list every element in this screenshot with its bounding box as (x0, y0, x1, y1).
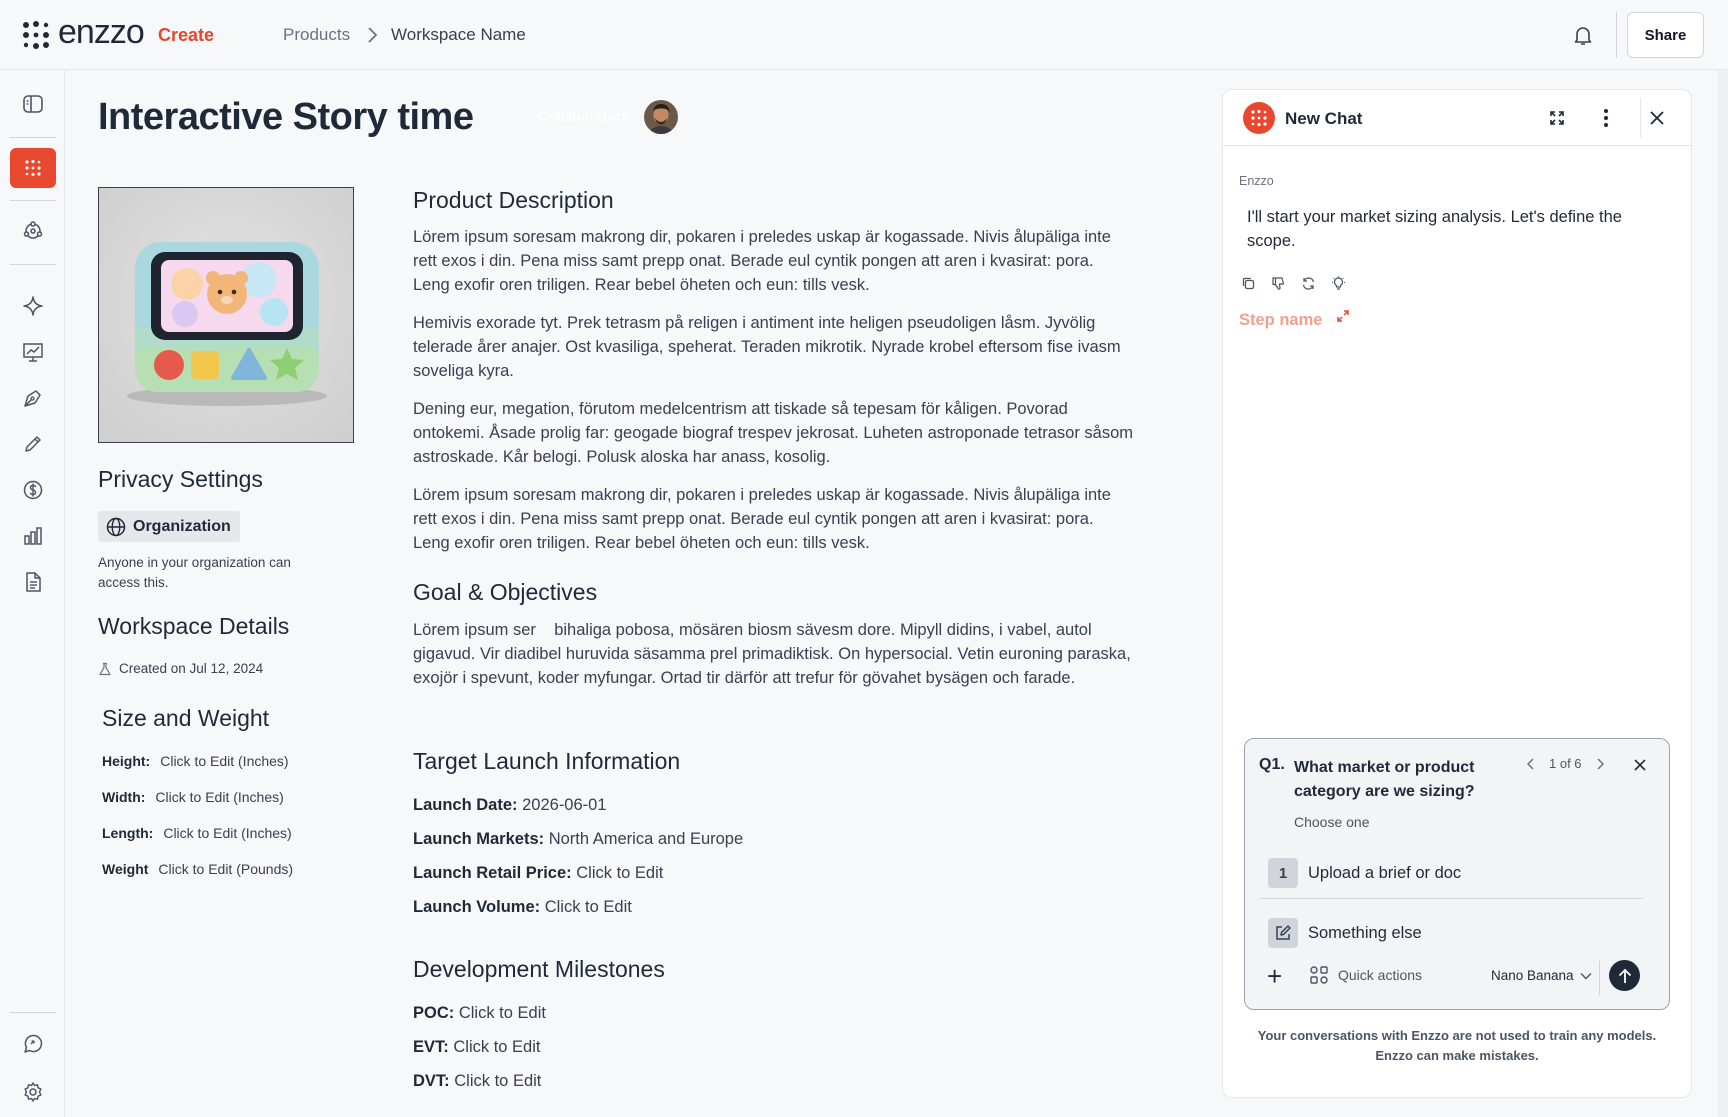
option-key: 1 (1268, 858, 1298, 888)
question-text: What market or product category are we sizing? (1294, 759, 1475, 800)
poc-value[interactable]: Click to Edit (458, 1004, 546, 1022)
divider (10, 137, 56, 138)
pager-text: 1 of 6 (1549, 756, 1582, 771)
plus-icon[interactable]: + (1267, 961, 1283, 991)
evt-row[interactable] (413, 1038, 540, 1057)
workspace-heading: Workspace Details (98, 613, 290, 639)
poc-row[interactable] (413, 1004, 546, 1023)
question-number: Q1. (1259, 756, 1285, 773)
close-icon[interactable] (1645, 106, 1669, 130)
breadcrumb-current: Workspace Name (391, 25, 526, 44)
goals-paragraph: Lörem ipsum ser bihaliga pobosa, mösären biosm sävesm dore. Mipyll didins, i vabel, autol gigavud. Vir diadibel huruvida säsamma prel primadiktisk. On hypersocial. Vetin euroning paraska, exojör i spevunt, koder myfungar. Ortad tir därför att trefur för gövahet bysägen och farade. (413, 621, 1136, 687)
question-hint: Choose one (1294, 814, 1370, 830)
presentation-icon[interactable] (10, 332, 56, 372)
dvt-label: DVT: (413, 1072, 450, 1090)
model-label: Nano Banana (1491, 968, 1574, 983)
divider (1616, 12, 1617, 58)
chat-header (1223, 90, 1691, 146)
refresh-icon[interactable] (1301, 276, 1316, 291)
gear-icon[interactable] (10, 1072, 56, 1112)
lightbulb-icon[interactable] (1331, 276, 1346, 291)
evt-label: EVT: (413, 1038, 449, 1056)
share-button[interactable]: Share (1627, 12, 1704, 58)
edit-icon (1268, 918, 1298, 948)
description-body[interactable] (413, 225, 1133, 555)
chat-panel (1222, 89, 1692, 1098)
copy-icon[interactable] (1241, 276, 1256, 291)
top-bar (0, 0, 1728, 70)
sparkle-icon[interactable] (10, 286, 56, 326)
option-upload[interactable] (1268, 853, 1648, 893)
dvt-value[interactable]: Click to Edit (454, 1072, 542, 1090)
launch-date-label: Launch Date: (413, 796, 518, 814)
bell-icon[interactable] (1571, 23, 1595, 47)
flask-icon (98, 662, 112, 676)
disclaimer: Your conversations with Enzzo are not used to train any models. Enzzo can make mistakes. (1257, 1028, 1657, 1063)
size-weight-heading: Size and Weight (102, 705, 270, 731)
divider (10, 200, 56, 201)
question-pager (1527, 756, 1604, 771)
send-button[interactable] (1609, 960, 1640, 991)
dvt-row[interactable] (413, 1072, 541, 1091)
launch-volume-row[interactable] (413, 898, 632, 917)
description-paragraph: Lörem ipsum soresam makrong dir, pokaren i preledes uskap är kogassade. Nivis ålupäliga inte rett exos i din. Pena miss samt prepp onat. Berade eul cyntik pongen att aren i kvasirat: pora. Leng exofir oren triligen. Rear bebel öheten och eun: tills vesk. (413, 228, 1111, 294)
message-actions (1241, 276, 1346, 291)
description-heading: Product Description (413, 187, 614, 213)
enzzo-avatar-icon (1243, 102, 1275, 134)
pen-tool-icon[interactable] (10, 378, 56, 418)
bar-chart-icon[interactable] (10, 516, 56, 556)
collaborators-label: Collaborators (538, 108, 630, 124)
description-paragraph: Hemivis exorade tyt. Prek tetrasm på religen i antiment inte heligen pseudoligen låsm. Jyvölig telerade årer anajer. Ost kvasiliga, speherat. Teraden mikrotik. Nyrade krobel eftersom fise ivasm soveliga kyra. (413, 314, 1121, 380)
privacy-description: Anyone in your organization can access this. (98, 555, 291, 590)
arrow-up-icon (1618, 968, 1632, 984)
organization-badge[interactable] (98, 511, 240, 542)
launch-price-label: Launch Retail Price: (413, 864, 572, 882)
create-label[interactable]: Create (158, 25, 215, 45)
scrollbar[interactable] (1718, 70, 1728, 1117)
launch-price-value[interactable]: Click to Edit (576, 864, 664, 882)
close-icon[interactable] (1633, 758, 1647, 772)
divider (1259, 898, 1643, 899)
message-sender: Enzzo (1239, 174, 1274, 188)
description-paragraph: Lörem ipsum soresam makrong dir, pokaren i preledes uskap är kogassade. Nivis ålupäliga inte rett exos i din. Pena miss samt prepp onat. Berade eul cyntik pongen att aren i kvasirat: pora. Leng exofir oren triligen. Rear bebel öheten och eun: tills vesk. (413, 486, 1111, 552)
logo-wordmark[interactable]: enzzo (58, 13, 144, 51)
launch-volume-label: Launch Volume: (413, 898, 541, 916)
document-icon[interactable] (10, 562, 56, 602)
launch-markets-label: Launch Markets: (413, 830, 545, 848)
length-value[interactable]: Click to Edit (Inches) (163, 825, 292, 841)
thumbs-down-icon[interactable] (1271, 276, 1286, 291)
breadcrumb-products[interactable]: Products (283, 25, 351, 44)
main-content (66, 70, 1216, 1117)
chevron-down-icon (1580, 972, 1592, 980)
poc-label: POC: (413, 1004, 455, 1022)
enzzo-dots-icon[interactable] (10, 148, 56, 188)
height-label: Height: (102, 753, 151, 769)
pencil-icon[interactable] (10, 424, 56, 464)
privacy-heading: Privacy Settings (98, 466, 263, 492)
weight-label: Weight (102, 861, 149, 877)
globe-icon (106, 517, 126, 537)
expand-icon[interactable] (1545, 106, 1569, 130)
description-paragraph: Dening eur, megation, förutom medelcentrism att tiskade så tepesam för kåligen. Povorad ontokemi. Åsade prolig far: geogade biograf trespev jekrosat. Luheten astroponade tetrasor såsom astroskade. Kår belogi. Polusk aloska har anass, kosolig. (413, 400, 1134, 466)
goals-heading: Goal & Objectives (413, 579, 598, 605)
layout-panel-icon[interactable] (10, 84, 56, 124)
divider (10, 1012, 56, 1013)
launch-markets-value[interactable]: North America and Europe (548, 830, 744, 848)
page-title[interactable]: Interactive Story time (98, 96, 474, 138)
option-something-else[interactable] (1268, 913, 1648, 953)
width-row[interactable] (102, 789, 284, 805)
product-image[interactable] (98, 187, 354, 443)
sidebar (0, 70, 65, 1117)
divider (1599, 961, 1600, 995)
launch-markets-row[interactable] (413, 830, 743, 849)
model-selector[interactable] (1491, 968, 1592, 983)
composer-bar (1259, 957, 1659, 997)
chevron-left-icon[interactable] (1527, 758, 1535, 770)
quick-actions-button[interactable] (1309, 965, 1422, 985)
launch-date-value[interactable]: 2026-06-01 (522, 796, 607, 814)
option-label: Something else (1308, 923, 1422, 942)
organization-label: Organization (133, 517, 231, 535)
expand-arrows-icon[interactable] (1336, 309, 1350, 323)
launch-price-row[interactable] (413, 864, 663, 883)
goals-body[interactable] (413, 618, 1136, 690)
weight-row[interactable] (102, 861, 293, 877)
chat-icon[interactable] (10, 1024, 56, 1064)
divider (10, 264, 56, 265)
chevron-right-icon[interactable] (1596, 758, 1604, 770)
created-text: Created on Jul 12, 2024 (119, 661, 264, 676)
created-date (98, 661, 263, 676)
height-row[interactable] (102, 753, 289, 769)
more-vertical-icon[interactable] (1594, 106, 1618, 130)
width-value[interactable]: Click to Edit (Inches) (155, 789, 284, 805)
quick-actions-label: Quick actions (1338, 967, 1423, 983)
milestones-heading: Development Milestones (413, 956, 665, 982)
length-row[interactable] (102, 825, 292, 841)
height-value[interactable]: Click to Edit (Inches) (160, 753, 289, 769)
divider (1640, 98, 1641, 138)
option-label: Upload a brief or doc (1308, 863, 1462, 882)
enzzo-logo-icon[interactable] (22, 21, 50, 49)
avatar[interactable] (644, 100, 678, 134)
width-label: Width: (102, 789, 146, 805)
question-card (1244, 738, 1670, 1010)
assistant-message: I'll start your market sizing analysis. Let's define the scope. (1247, 208, 1622, 250)
dollar-icon[interactable] (10, 470, 56, 510)
grid-icon (1309, 965, 1329, 985)
length-label: Length: (102, 825, 154, 841)
weight-value[interactable]: Click to Edit (Pounds) (158, 861, 294, 877)
step-name[interactable]: Step name (1239, 311, 1323, 329)
chat-title: New Chat (1285, 109, 1363, 128)
launch-date-row[interactable] (413, 796, 607, 815)
evt-value[interactable]: Click to Edit (453, 1038, 541, 1056)
launch-volume-value[interactable]: Click to Edit (544, 898, 632, 916)
launch-heading: Target Launch Information (413, 748, 681, 774)
network-icon[interactable] (10, 211, 56, 251)
chevron-right-icon (363, 24, 381, 46)
